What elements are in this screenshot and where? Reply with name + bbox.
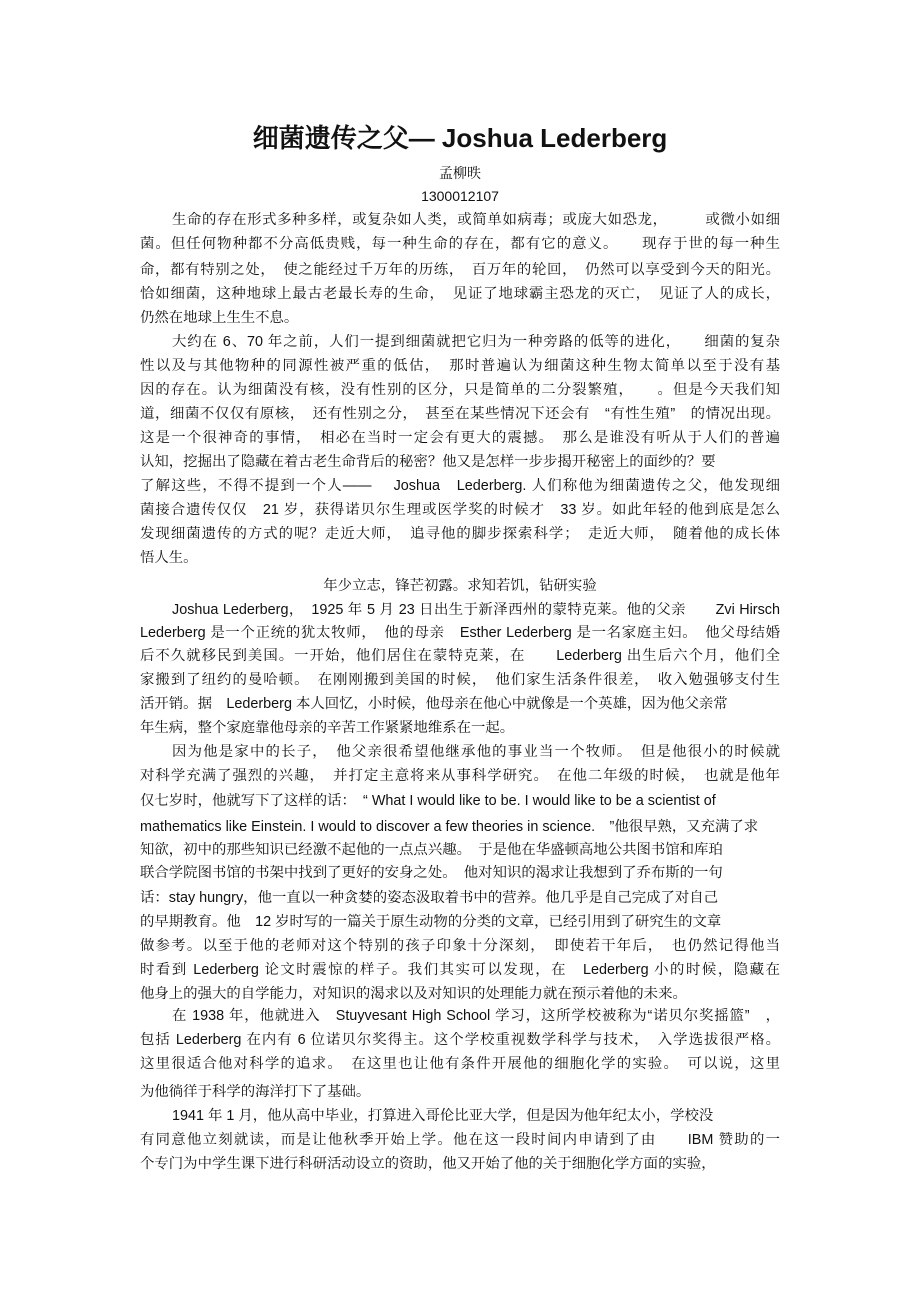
author-name: 孟柳昳 bbox=[439, 165, 481, 181]
text-line: 仅七岁时，他就写下了这样的话： “ What I would like to be. I would like to be a scientist of bbox=[140, 793, 716, 809]
text-line: 菌。但任何物种都不分高低贵贱，每一种生命的存在，都有它的意义。 现存于世的每一种生 bbox=[140, 236, 780, 252]
text-line: 时看到 Lederberg 论文时震惊的样子。我们其实可以发现，在 Lederberg 小的时候，隐藏在 bbox=[140, 962, 780, 978]
text-line: 做参考。以至于他的老师对这个特别的孩子印象十分深刻， 即使若干年后， 也仍然记得他当 bbox=[140, 938, 780, 954]
text-line: 在 1938 年，他就进入 Stuyvesant High School 学习，这所学校被称为“诺贝尔奖摇篮” ， bbox=[172, 1008, 780, 1024]
text-line: 对科学充满了强烈的兴趣， 并打定主意将来从事科学研究。 在他二年级的时候， 也就是他年 bbox=[140, 768, 780, 784]
text-line: 的早期教育。他 12 岁时写的一篇关于原生动物的分类的文章，已经引用到了研究生的文章 bbox=[140, 914, 722, 930]
text-line: 这是一个很神奇的事情， 相必在当时一定会有更大的震撼。 那么是谁没有听从于人们的普遍 bbox=[140, 430, 780, 446]
text-line: 认知，挖掘出了隐藏在着古老生命背后的秘密？他又是怎样一步步揭开秘密上的面纱的？要 bbox=[140, 454, 716, 470]
text-line: 有同意他立刻就读，而是让他秋季开始上学。他在这一段时间内申请到了由 IBM 赞助的一 bbox=[140, 1132, 780, 1148]
text-line: 道，细菌不仅仅有原核， 还有性别之分， 甚至在某些情况下还会有 “有性生殖” 的情况出现。 bbox=[140, 406, 780, 422]
text-line: 联合学院图书馆的书架中找到了更好的安身之处。 他对知识的渴求让我想到了乔布斯的一句 bbox=[140, 865, 723, 881]
text-line: 为他徜徉于科学的海洋打下了基础。 bbox=[140, 1084, 371, 1100]
text-line: 后不久就移民到美国。一开始，他们居住在蒙特克莱，在 Lederberg 出生后六个月，他们全 bbox=[140, 648, 780, 664]
text-line: 1941 年 1 月，他从高中毕业，打算进入哥伦比亚大学，但是因为他年纪太小，学校没 bbox=[172, 1108, 714, 1124]
text-line: 他身上的强大的自学能力，对知识的渴求以及对知识的处理能力就在预示着他的未来。 bbox=[140, 986, 687, 1002]
document-title: 细菌遗传之父— Joshua Lederberg bbox=[252, 123, 668, 153]
text-line: 个专门为中学生课下进行科研活动设立的资助，他又开始了他的关于细胞化学方面的实验， bbox=[140, 1156, 716, 1172]
text-line: 因为他是家中的长子， 他父亲很希望他继承他的事业当一个牧师。 但是他很小的时候就 bbox=[172, 744, 780, 760]
text-line: 恰如细菌，这种地球上最古老最长寿的生命， 见证了地球霸主恐龙的灭亡， 见证了人的成长， bbox=[140, 286, 780, 302]
text-line: 生命的存在形式多种多样，或复杂如人类，或简单如病毒；或庞大如恐龙， 或微小如细 bbox=[172, 212, 780, 228]
text-line: 家搬到了纽约的曼哈顿。 在刚刚搬到美国的时候， 他们家生活条件很差， 收入勉强够支付生 bbox=[140, 672, 780, 688]
text-line: 性以及与其他物种的同源性被严重的低估， 那时普遍认为细菌这种生物太简单以至于没有基 bbox=[140, 358, 780, 374]
text-line: 悟人生。 bbox=[140, 550, 198, 566]
text-line: 年生病，整个家庭靠他母亲的辛苦工作紧紧地维系在一起。 bbox=[140, 720, 515, 736]
text-line: 包括 Lederberg 在内有 6 位诺贝尔奖得主。这个学校重视数学科学与技术， 入学选拔很严格。 bbox=[140, 1032, 780, 1048]
text-line: 话：stay hungry，他一直以一种贪婪的姿态汲取着书中的营养。他几乎是自己完成了对自己 bbox=[140, 890, 719, 906]
text-line: 了解这些，不得不提到一个人—— Joshua Lederberg. 人们称他为细菌遗传之父，他发现细 bbox=[140, 478, 780, 494]
text-line: 仍然在地球上生生不息。 bbox=[140, 310, 299, 326]
text-line: 因的存在。认为细菌没有核，没有性别的区分，只是简单的二分裂繁殖， 。但是今天我们知 bbox=[140, 382, 780, 398]
text-line: 发现细菌遗传的方式的呢？走近大师， 追寻他的脚步探索科学； 走近大师， 随着他的成长体 bbox=[140, 526, 780, 542]
text-line: mathematics like Einstein. I would to discover a few theories in science. ”他很早熟，又充满了求 bbox=[140, 819, 759, 835]
text-line: 活开销。据 Lederberg 本人回忆，小时候，他母亲在他心中就像是一个英雄，因为他父亲常 bbox=[140, 696, 728, 712]
text-line: 命，都有特别之处， 使之能经过千万年的历练， 百万年的轮回， 仍然可以享受到今天的阳光。 bbox=[140, 262, 780, 278]
text-line: 这里很适合他对科学的追求。 在这里也让他有条件开展他的细胞化学的实验。 可以说，这里 bbox=[140, 1056, 780, 1072]
text-line: 大约在 6、70 年之前，人们一提到细菌就把它归为一种旁路的低等的进化， 细菌的复杂 bbox=[172, 334, 780, 350]
text-line: 知欲，初中的那些知识已经激不起他的一点点兴趣。 于是他在华盛顿高地公共图书馆和库珀 bbox=[140, 842, 723, 858]
section-heading: 年少立志，锋芒初露。求知若饥，钻研实验 bbox=[323, 578, 597, 594]
student-id: 1300012107 bbox=[421, 188, 499, 204]
text-line: 菌接合遗传仅仅 21 岁，获得诺贝尔生理或医学奖的时候才 33 岁。如此年轻的他到底是怎么 bbox=[140, 502, 780, 518]
text-line: Joshua Lederberg， 1925 年 5 月 23 日出生于新泽西州的蒙特克莱。他的父亲 Zvi Hirsch bbox=[172, 602, 780, 618]
text-line: Lederberg 是一个正统的犹太牧师， 他的母亲 Esther Lederberg 是一名家庭主妇。 他父母结婚 bbox=[140, 625, 780, 641]
